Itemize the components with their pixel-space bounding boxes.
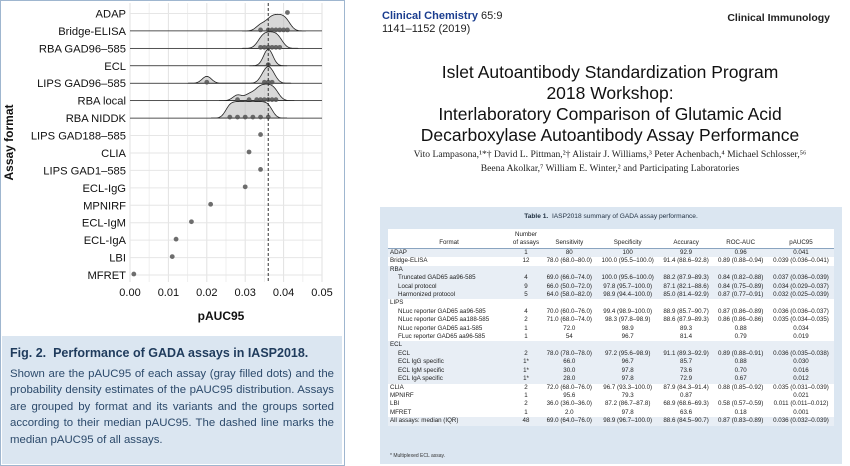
- table-cell: 30.0: [542, 367, 597, 375]
- figure-panel: [0, 0, 345, 466]
- table-cell-format: MPNIRF: [390, 391, 414, 399]
- table-cell-format: CLIA: [390, 383, 404, 391]
- category-label: RBA NIDDK: [65, 113, 126, 126]
- data-point: [277, 45, 282, 50]
- table-cell: 0.87 (0.83–0.89): [713, 417, 768, 425]
- table-caption-text: IASP2018 summary of GADA assay performance.: [551, 213, 698, 220]
- table-cell: 98.9 (96.7–100.0): [597, 417, 659, 425]
- category-label: Bridge-ELISA: [58, 25, 126, 38]
- journal-citation: [382, 10, 502, 36]
- data-point: [243, 184, 248, 189]
- table-cell-format: NLuc reporter GAD65 aa1-585: [398, 324, 483, 332]
- data-point: [174, 237, 179, 242]
- table-cell: 0.030: [768, 358, 834, 366]
- table-cell: 2: [524, 316, 528, 324]
- table-cell: [510, 299, 542, 307]
- x-tick-label: 0.04: [272, 287, 295, 299]
- table-footnote: * Multiplexed ECL assay.: [390, 453, 446, 459]
- category-label: ADAP: [95, 8, 126, 21]
- table-cell: 0.035 (0.031–0.039): [773, 383, 829, 391]
- table-cell: 0.88 (0.85–0.92): [717, 383, 764, 391]
- table-cell: 97.8 (95.7–100.0): [597, 283, 659, 291]
- table-cell: 0.011 (0.011–0.012): [773, 400, 829, 408]
- table-cell: 0.037 (0.036–0.039): [768, 274, 834, 282]
- table-header-cell: Specificity: [597, 229, 659, 249]
- data-point: [258, 167, 263, 172]
- table-row: [388, 266, 834, 274]
- table-cell-format: LIPS: [390, 299, 404, 307]
- table-cell: 88.9 (85.7–90.7): [663, 307, 709, 315]
- x-tick-label: 0.00: [119, 287, 141, 299]
- table-row: [388, 375, 834, 383]
- journal-pages: 1141–1152 (2019): [382, 23, 471, 35]
- table-cell: [597, 341, 659, 349]
- journal-section: Clinical Immunology: [727, 12, 830, 24]
- data-point: [270, 80, 275, 85]
- figure-caption-title: [10, 346, 334, 360]
- data-point: [131, 272, 136, 277]
- category-label: ECL-IgA: [83, 235, 126, 248]
- table-cell: 87.2 (86.7–87.8): [604, 400, 651, 408]
- table-cell: 0.89 (0.88–0.91): [713, 350, 768, 358]
- table-cell: 71.0 (68.0–74.0): [546, 316, 592, 324]
- table-cell: [510, 341, 542, 349]
- table-cell: 0.79: [734, 333, 747, 341]
- table-cell: 0.036 (0.036–0.037): [773, 307, 829, 315]
- table-cell: 28.0: [542, 375, 597, 383]
- table-cell: 95.6: [563, 391, 576, 399]
- table-cell: 12: [522, 257, 530, 265]
- table-cell: 64.0 (58.0–82.0): [542, 291, 597, 299]
- table-cell: 0.18: [734, 408, 747, 416]
- table-cell: 2: [510, 350, 542, 358]
- density-dot-plot: [0, 0, 345, 335]
- table-cell: [768, 299, 834, 307]
- x-tick-label: 0.01: [157, 287, 180, 299]
- table-header-cell: pAUC95: [768, 229, 834, 249]
- table-cell-format: FLuc reporter GAD65 aa96-585: [398, 333, 486, 341]
- data-point: [285, 28, 290, 33]
- table-cell: 85.7: [659, 358, 714, 366]
- table-row: [388, 299, 834, 307]
- journal-name: Clinical Chemistry: [382, 10, 478, 22]
- table-cell: 2: [524, 383, 528, 391]
- table-cell-format: NLuc reporter GAD65 aa188-585: [398, 316, 490, 324]
- table-cell: 48: [510, 417, 542, 425]
- table-header-row: [388, 229, 834, 249]
- table-cell: 100: [597, 249, 659, 258]
- table-cell: 0.016: [768, 367, 834, 375]
- table-cell: 91.4 (88.6–92.8): [663, 257, 709, 265]
- table-cell: 4: [524, 307, 528, 315]
- table-cell: 96.7: [597, 358, 659, 366]
- data-point: [250, 115, 255, 120]
- table-header-cell: Number of assays: [510, 229, 542, 249]
- table-cell: 69.0 (64.0–76.0): [542, 417, 597, 425]
- table-cell: 0.019: [793, 333, 809, 341]
- table-cell-format: MFRET: [390, 408, 412, 416]
- data-point: [204, 80, 209, 85]
- table-cell-format: RBA: [388, 266, 510, 274]
- table-cell: 2: [524, 400, 528, 408]
- table-cell: [713, 341, 768, 349]
- table-cell: 0.87 (0.86–0.89): [717, 307, 764, 315]
- table-cell: 0.035 (0.034–0.035): [773, 316, 829, 324]
- paper-title-line: 2018 Workshop:: [546, 83, 674, 103]
- table-cell: [713, 392, 768, 400]
- table-cell: 1: [524, 333, 528, 341]
- category-label: ECL-IgG: [82, 182, 126, 195]
- table-row: [388, 358, 834, 366]
- table-cell: 0.87 (0.77–0.91): [713, 291, 768, 299]
- table-cell-format: LBI: [390, 400, 400, 408]
- table-cell: 88.6 (84.5–90.7): [659, 417, 714, 425]
- table-cell: 73.6: [659, 367, 714, 375]
- table-row: [388, 367, 834, 375]
- table-cell-format: ECL IgA specific: [388, 375, 510, 383]
- data-point: [258, 28, 263, 33]
- data-point: [285, 10, 290, 15]
- table-cell: [542, 299, 597, 307]
- table-cell: 1: [524, 324, 528, 332]
- table-cell: 0.021: [793, 391, 809, 399]
- performance-table: [388, 229, 834, 426]
- table-cell: 100.0 (95.6–100.0): [597, 274, 659, 282]
- table-cell: 79.3: [621, 391, 634, 399]
- x-axis-label: pAUC95: [197, 309, 245, 323]
- table-cell: 89.3: [680, 324, 693, 332]
- category-label: ECL: [104, 60, 126, 73]
- table-row: [388, 392, 834, 400]
- table-cell: 0.84 (0.82–0.88): [713, 274, 768, 282]
- table-cell: 98.3 (97.8–98.9): [604, 316, 651, 324]
- table-cell: 100.0 (95.5–100.0): [601, 257, 654, 265]
- table-cell: [768, 341, 834, 349]
- table-cell: 0.84 (0.75–0.89): [713, 283, 768, 291]
- table-cell: 70.0 (60.0–76.0): [546, 307, 592, 315]
- paper-title-line: Decarboxylase Autoantibody Assay Performance: [420, 125, 800, 145]
- table-cell-format: ECL: [388, 350, 510, 358]
- category-label: LIPS GAD188–585: [30, 130, 126, 143]
- table-cell: 85.0 (81.4–92.9): [659, 291, 714, 299]
- figure-caption: [2, 336, 342, 464]
- table-cell: 68.9 (68.6–69.3): [663, 400, 709, 408]
- table-cell: 0.036 (0.035–0.038): [768, 350, 834, 358]
- table-cell: 88.6 (87.9–89.3): [663, 316, 709, 324]
- author-line: Vito Lampasona,¹*† David L. Pittman,²† Alistair J. Williams,³ Peter Achenbach,⁴ Michael Schlosser,⁵⁶: [413, 149, 807, 160]
- data-point: [227, 115, 232, 120]
- figure-number: Fig. 2.: [10, 346, 47, 360]
- table-cell: 72.0 (68.0–76.0): [546, 383, 592, 391]
- table-cell: 72.9: [659, 375, 714, 383]
- data-point: [243, 115, 248, 120]
- table-cell: 0.88: [734, 324, 747, 332]
- table-cell: 98.9: [621, 324, 634, 332]
- table-cell-format: ECL: [388, 341, 510, 349]
- table-cell: 0.036 (0.032–0.039): [768, 417, 834, 425]
- category-label: CLIA: [101, 147, 126, 160]
- table-cell: 78.0 (68.0–80.0): [546, 257, 592, 265]
- table-cell: 88.2 (87.9–89.3): [659, 274, 714, 282]
- author-list: [390, 148, 830, 176]
- table-row: [388, 384, 834, 392]
- table-cell: 0.87: [680, 391, 693, 399]
- journal-volume: 65:9: [481, 10, 503, 22]
- table-cell: 87.1 (82.1–88.6): [659, 283, 714, 291]
- table-row: [388, 257, 834, 265]
- table-row: [388, 417, 834, 425]
- table-cell: 1*: [510, 367, 542, 375]
- table-row: [388, 316, 834, 324]
- table-caption: [380, 213, 842, 220]
- table-cell: 0.041: [768, 249, 834, 258]
- table-cell: 69.0 (66.0–74.0): [542, 274, 597, 282]
- table-cell: [597, 299, 659, 307]
- table-row: [388, 400, 834, 408]
- table-row: [388, 274, 834, 282]
- x-tick-label: 0.02: [196, 287, 218, 299]
- table-cell: 66.0 (50.0–72.0): [542, 283, 597, 291]
- category-label: LIPS GAD96–585: [37, 78, 126, 91]
- table-cell: [768, 266, 834, 274]
- table-cell-format: ECL IgG specific: [388, 358, 510, 366]
- table-number: Table 1.: [524, 213, 549, 220]
- table-cell: 0.001: [793, 408, 809, 416]
- table-cell: 1: [524, 408, 528, 416]
- table-cell: 87.9 (84.3–91.4): [663, 383, 709, 391]
- table-cell: [510, 266, 542, 274]
- data-point: [189, 219, 194, 224]
- table-cell: 0.58 (0.57–0.59): [717, 400, 764, 408]
- table-cell-format: Truncated GAD65 aa96-585: [388, 274, 510, 282]
- table-cell: [542, 341, 597, 349]
- table-cell-format: Harmonized protocol: [388, 291, 510, 299]
- category-label: RBA local: [77, 95, 126, 108]
- category-label: RBA GAD96–585: [38, 43, 126, 56]
- data-point: [258, 132, 263, 137]
- category-label: ECL-IgM: [81, 217, 126, 230]
- table-cell: 97.8: [597, 367, 659, 375]
- table-cell: [713, 266, 768, 274]
- table-cell: 97.2 (95.6–98.9): [597, 350, 659, 358]
- table-row: [388, 350, 834, 358]
- table-cell: 1: [510, 249, 542, 258]
- table-row: [388, 291, 834, 299]
- table-cell: 5: [510, 291, 542, 299]
- table-header-cell: Format: [388, 229, 510, 249]
- table-cell: 97.8: [621, 408, 634, 416]
- table-cell: 54: [565, 333, 573, 341]
- data-point: [274, 97, 279, 102]
- x-tick-label: 0.05: [311, 287, 333, 299]
- table-cell: 1*: [510, 358, 542, 366]
- table-cell: 80: [542, 249, 597, 258]
- table-cell: [659, 341, 714, 349]
- table-cell: [713, 299, 768, 307]
- table-row: [388, 341, 834, 349]
- table-cell: 0.89 (0.88–0.94): [717, 257, 764, 265]
- table-cell: 0.86 (0.86–0.86): [717, 316, 764, 324]
- table-cell-format: All assays: median (IQR): [388, 417, 510, 425]
- x-tick-label: 0.03: [234, 287, 256, 299]
- table-cell: 9: [510, 283, 542, 291]
- table-cell: 1*: [510, 375, 542, 383]
- table-cell-format: ECL IgM specific: [388, 367, 510, 375]
- figure-caption-body: Shown are the pAUC95 of each assay (gray filled dots) and the probability density estimates of the pAUC95 distribution. Assays are grouped by format and its variants and the groups sorted according to their median pAUC95. The dashed line marks the median pAUC95 of all assays.: [10, 368, 334, 446]
- table-row: [388, 283, 834, 291]
- y-axis-label: Assay format: [2, 104, 16, 181]
- data-point: [258, 115, 263, 120]
- table-cell: [597, 266, 659, 274]
- table-row: [388, 409, 834, 417]
- table-cell: 0.034: [793, 324, 809, 332]
- table-cell: 0.88: [713, 358, 768, 366]
- table-cell: 0.012: [768, 375, 834, 383]
- table-cell: [659, 266, 714, 274]
- table-cell: 96.7: [621, 333, 634, 341]
- table-cell: 0.67: [713, 375, 768, 383]
- category-label: LIPS GAD1–585: [43, 165, 126, 178]
- paper-title-line: Interlaboratory Comparison of Glutamic Acid: [438, 104, 782, 124]
- table-row: [388, 325, 834, 333]
- paper-title-line: Islet Autoantibody Standardization Program: [441, 62, 779, 82]
- table-cell: 1: [524, 391, 528, 399]
- table-cell: 81.4: [680, 333, 693, 341]
- table-cell: 98.9 (94.4–100.0): [597, 291, 659, 299]
- table-cell: 0.96: [713, 249, 768, 258]
- table-cell: 96.7 (93.3–100.0): [603, 383, 653, 391]
- table-cell: [659, 299, 714, 307]
- table-cell-format: ADAP: [388, 249, 510, 258]
- category-label: MPNIRF: [83, 200, 126, 213]
- table-cell: 0.039 (0.036–0.041): [773, 257, 829, 265]
- table-cell: 36.0 (36.0–36.0): [546, 400, 592, 408]
- table-cell: 66.0: [542, 358, 597, 366]
- table-row: [388, 249, 834, 258]
- data-point: [208, 202, 213, 207]
- table-cell: 92.9: [659, 249, 714, 258]
- table-cell: 0.034 (0.029–0.037): [768, 283, 834, 291]
- table-cell-format: Local protocol: [388, 283, 510, 291]
- paper-title: [370, 62, 850, 146]
- table-cell: 91.1 (89.3–92.9): [659, 350, 714, 358]
- table-cell: 97.8: [597, 375, 659, 383]
- category-label: LBI: [109, 252, 126, 265]
- table-cell: 2.0: [564, 408, 574, 416]
- table-header-cell: ROC-AUC: [713, 229, 768, 249]
- data-point: [247, 150, 252, 155]
- table-header-cell: Accuracy: [659, 229, 714, 249]
- author-line: Beena Akolkar,⁷ William E. Winter,² and Participating Laboratories: [480, 163, 740, 174]
- table-row: [388, 308, 834, 316]
- data-point: [170, 254, 175, 259]
- table-cell: 4: [510, 274, 542, 282]
- table-cell: 63.6: [680, 408, 693, 416]
- table-cell: 78.0 (78.0–78.0): [542, 350, 597, 358]
- data-point: [235, 115, 240, 120]
- table-cell: 72.0: [563, 324, 576, 332]
- table-cell: [542, 266, 597, 274]
- table-cell-format: Bridge-ELISA: [390, 257, 428, 265]
- category-label: MFRET: [87, 270, 126, 283]
- table-cell: 99.4 (98.9–100.0): [603, 307, 653, 315]
- table-row: [388, 333, 834, 341]
- table-header-cell: Sensitivity: [542, 229, 597, 249]
- table-panel: [380, 207, 842, 464]
- table-cell: 0.70: [713, 367, 768, 375]
- figure-title: Performance of GADA assays in IASP2018.: [53, 346, 309, 360]
- table-body: [388, 249, 834, 426]
- paper-panel: [370, 0, 850, 466]
- table-cell: 0.032 (0.025–0.039): [768, 291, 834, 299]
- table-cell-format: NLuc reporter GAD65 aa96-585: [398, 307, 486, 315]
